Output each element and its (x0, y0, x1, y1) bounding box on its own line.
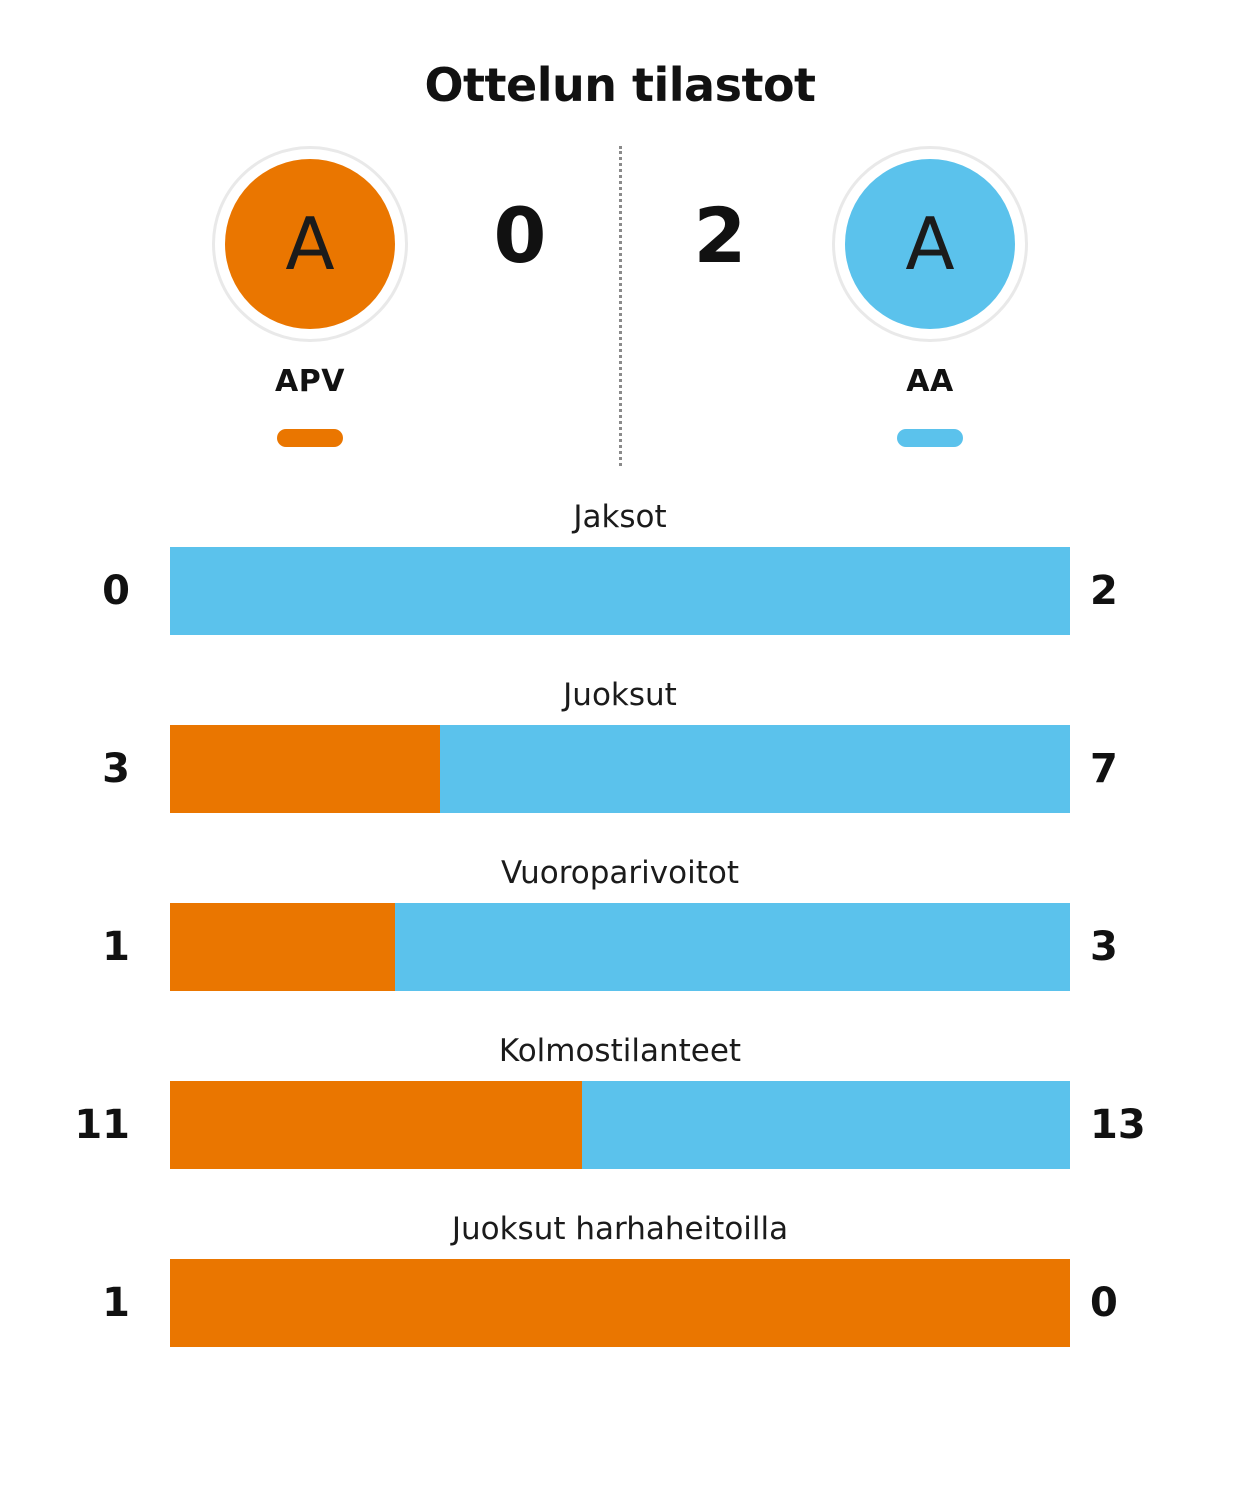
home-team-badge-ring (212, 146, 408, 342)
stat-bar (0, 1081, 1240, 1169)
stat-row (0, 855, 1240, 1036)
stat-label: Vuoroparivoitot (501, 855, 739, 891)
stat-bar-track (170, 547, 1070, 635)
away-team (800, 146, 1060, 447)
stat-bar-segment-home (170, 725, 440, 813)
stat-value-home: 3 (102, 746, 130, 792)
stat-value-home: 1 (102, 1280, 130, 1326)
stat-label: Juoksut (563, 677, 677, 713)
stat-bar (0, 1259, 1240, 1347)
stat-value-away: 3 (1090, 924, 1118, 970)
stat-value-away: 0 (1090, 1280, 1118, 1326)
stat-bar (0, 547, 1240, 635)
scoreboard (0, 146, 1240, 476)
stat-row (0, 499, 1240, 680)
stat-row (0, 1033, 1240, 1214)
stat-value-away: 2 (1090, 568, 1118, 614)
stat-value-away: 13 (1090, 1102, 1146, 1148)
away-team-abbr: AA (906, 364, 954, 399)
home-team (180, 146, 440, 447)
stat-bar-track (170, 1081, 1070, 1169)
page-title: Ottelun tilastot (424, 58, 816, 112)
stat-bar-segment-away (170, 547, 1070, 635)
stat-label: Kolmostilanteet (498, 1033, 742, 1069)
home-team-score: 0 (493, 191, 547, 280)
stat-bar-track (170, 903, 1070, 991)
stat-bar-segment-away (440, 725, 1070, 813)
stat-value-home: 0 (102, 568, 130, 614)
scoreboard-divider (619, 146, 622, 466)
stat-bar-segment-home (170, 1259, 1070, 1347)
stat-label: Jaksot (573, 499, 667, 535)
away-team-score: 2 (693, 191, 747, 280)
stat-row (0, 1211, 1240, 1392)
home-team-badge: A (225, 159, 395, 329)
away-team-badge-ring (832, 146, 1028, 342)
stat-bar (0, 725, 1240, 813)
stat-value-home: 1 (102, 924, 130, 970)
home-team-abbr: APV (275, 364, 345, 399)
stat-bar-segment-home (170, 903, 395, 991)
stat-value-home: 11 (74, 1102, 130, 1148)
stat-row (0, 677, 1240, 858)
stats-list (0, 499, 1240, 1392)
stat-bar-segment-away (395, 903, 1070, 991)
stat-bar-segment-away (582, 1081, 1070, 1169)
stat-bar (0, 903, 1240, 991)
home-team-legend-swatch (277, 429, 343, 447)
stat-bar-track (170, 1259, 1070, 1347)
stat-value-away: 7 (1090, 746, 1118, 792)
stat-bar-track (170, 725, 1070, 813)
stat-bar-segment-home (170, 1081, 582, 1169)
away-team-badge: A (845, 159, 1015, 329)
stat-label: Juoksut harhaheitoilla (451, 1211, 789, 1247)
away-team-legend-swatch (897, 429, 963, 447)
